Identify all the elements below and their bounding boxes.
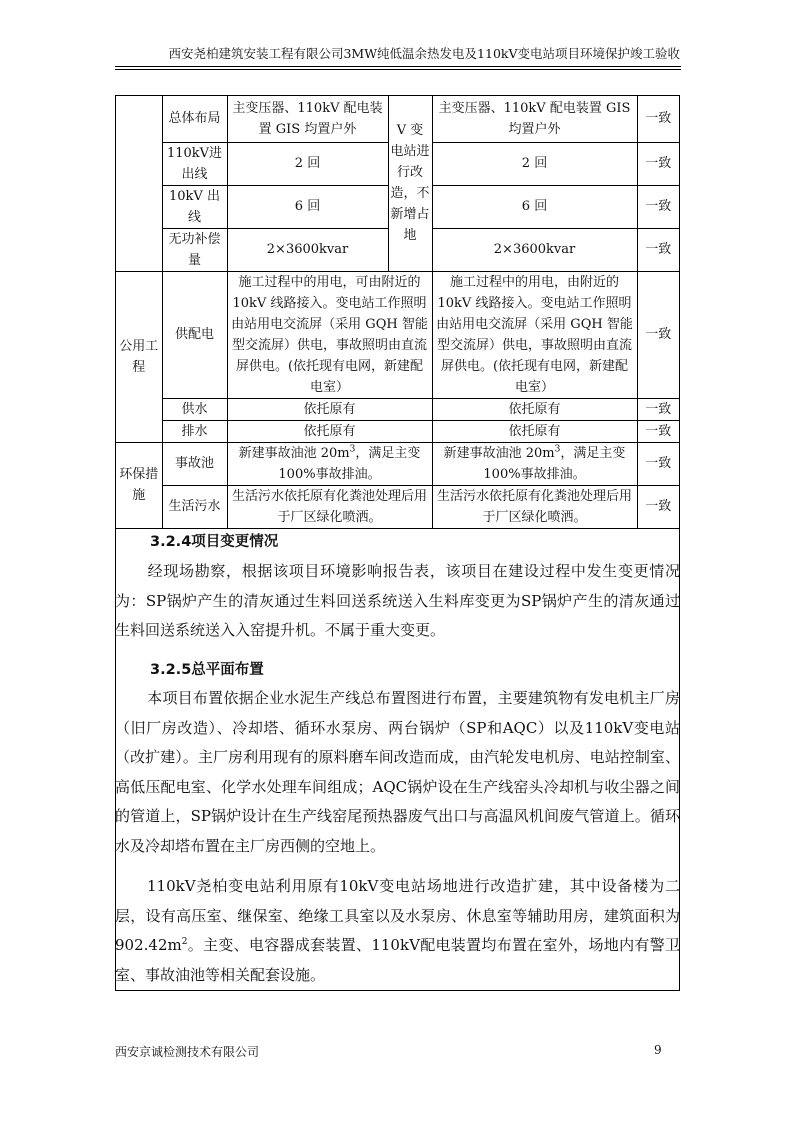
table-row	[116, 485, 679, 528]
item-cell: 总体布局	[162, 96, 227, 142]
section-paragraph: 经现场勘察，根据该项目环境影响报告表，该项目在建设过程中发生变更情况为：SP锅炉产生的清灰通过生料回送系统送入生料库变更为SP锅炉产生的清灰通过生料回送系统送入入窑提升机。不属于重大变更。	[115, 562, 680, 639]
category-cell	[116, 96, 162, 271]
table-row	[116, 442, 679, 485]
planned-cell: 6 回	[227, 185, 388, 228]
planned-cell: 依托原有	[227, 420, 432, 442]
actual-cell: 施工过程中的用电，由附近的 10kV 线路接入。变电站工作照明由站用电交流屏（采用 GQH 智能型交流屏）供电，事故照明由直流屏供电。(依托现有电网，新建配电室）	[432, 271, 637, 398]
planned-cell: 施工过程中的用电，可由附近的 10kV 线路接入。变电站工作照明由站用电交流屏（采用 GQH 智能型交流屏）供电，事故照明由直流屏供电。(依托现有电网，新建配电室）	[227, 271, 432, 398]
item-cell: 供配电	[162, 271, 227, 398]
result-cell: 一致	[637, 271, 679, 398]
table-row	[116, 271, 679, 398]
page-number: 9	[654, 1043, 662, 1057]
actual-cell: 主变压器、110kV 配电装置 GIS 均置户外	[432, 96, 637, 142]
result-cell: 一致	[637, 96, 679, 142]
item-cell: 供水	[162, 398, 227, 420]
table-row	[116, 420, 679, 442]
planned-cell: 新建事故油池 $20m^3$，满足主变 100%事故排油。	[227, 442, 432, 485]
section-heading: 3.2.4项目变更情况	[150, 534, 279, 550]
footer-company: 西安京诚检测技术有限公司	[115, 1045, 260, 1059]
item-cell: 10kV 出线	[162, 185, 227, 228]
section-heading: 3.2.5总平面布置	[150, 662, 264, 678]
section-paragraph: 110kV尧柏变电站利用原有10kV变电站场地进行改造扩建，其中设备楼为二层，设有高压室、继保室、绝缘工具室以及水泵房、休息室等辅助用房，建筑面积为$902.42m^2$。主变、电容器成套装置、110kV配电装置均布置在室外，场地内有警卫室、事故油池等相关配套设施。	[115, 877, 680, 984]
result-cell: 一致	[637, 442, 679, 485]
result-cell: 一致	[637, 485, 679, 528]
header-rule	[115, 66, 681, 70]
result-cell: 一致	[637, 142, 679, 185]
planned-cell: 主变压器、110kV 配电装置 GIS 均置户外	[227, 96, 388, 142]
result-cell: 一致	[637, 420, 679, 442]
result-cell: 一致	[637, 185, 679, 228]
planned-cell: 2 回	[227, 142, 388, 185]
actual-cell: 2 回	[432, 142, 637, 185]
comparison-table	[116, 96, 679, 529]
middle-note: V 变电站进行改造，不新增占地	[390, 123, 430, 244]
table-row	[116, 398, 679, 420]
actual-cell: 6 回	[432, 185, 637, 228]
actual-cell: 2×3600kvar	[432, 228, 637, 271]
result-cell: 一致	[637, 398, 679, 420]
actual-cell: 依托原有	[432, 398, 637, 420]
item-cell: 无功补偿量	[162, 228, 227, 271]
middle-note-cell	[388, 96, 432, 271]
category-cell: 环保措施	[116, 442, 162, 528]
planned-cell: 2×3600kvar	[227, 228, 388, 271]
planned-cell: 生活污水依托原有化粪池处理后用于厂区绿化喷洒。	[227, 485, 432, 528]
actual-cell: 生活污水依托原有化粪池处理后用于厂区绿化喷洒。	[432, 485, 637, 528]
item-cell: 生活污水	[162, 485, 227, 528]
result-cell: 一致	[637, 228, 679, 271]
item-cell: 排水	[162, 420, 227, 442]
page-header: 西安尧柏建筑安装工程有限公司3MW纯低温余热发电及110kV变电站项目环境保护竣工验收	[168, 46, 680, 61]
actual-cell: 新建事故油池 $20m^3$，满足主变 100%事故排油。	[432, 442, 637, 485]
item-cell: 事故池	[162, 442, 227, 485]
actual-cell: 依托原有	[432, 420, 637, 442]
table-row	[116, 96, 679, 142]
planned-cell: 依托原有	[227, 398, 432, 420]
category-cell: 公用工程	[116, 271, 162, 442]
item-cell: 110kV进出线	[162, 142, 227, 185]
section-paragraph: 本项目布置依据企业水泥生产线总布置图进行布置，主要建筑物有发电机主厂房（旧厂房改造）、冷却塔、循环水泵房、两台锅炉（SP和AQC）以及110kV变电站（改扩建）。主厂房利用现有的原料磨车间改造而成，由汽轮发电机房、电站控制室、高低压配电室、化学水处理车间组成；AQC锅炉设在生产线窑头冷却机与收尘器之间的管道上，SP锅炉设计在生产线窑尾预热器废气出口与高温风机间废气管道上。循环水及冷却塔布置在主厂房西侧的空地上。	[115, 689, 680, 855]
